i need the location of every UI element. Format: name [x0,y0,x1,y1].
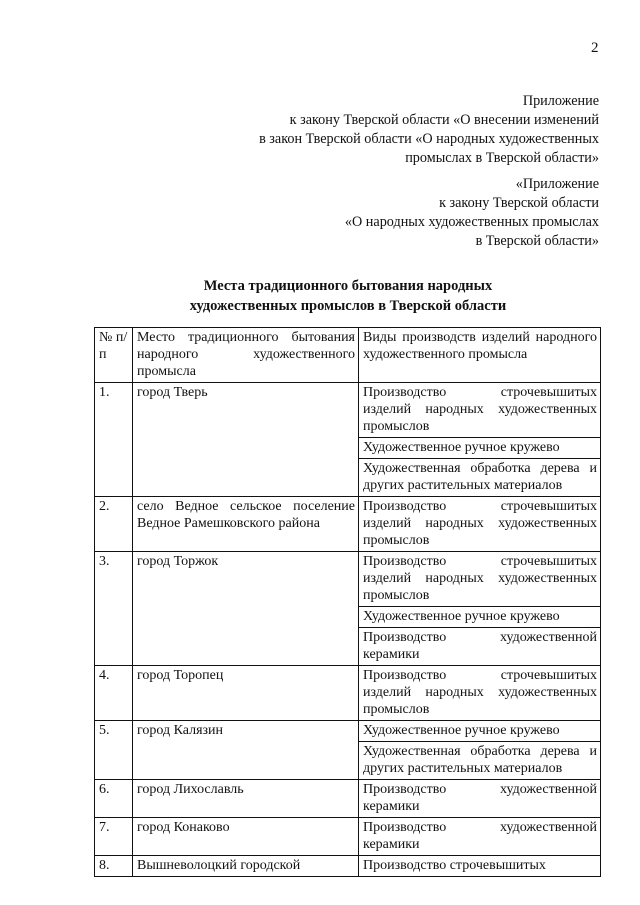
kind-item: Художественное ручное кружево [359,606,600,627]
row-number: 5. [95,721,133,780]
row-place: город Тверь [133,383,359,497]
row-kinds [359,818,601,856]
kind-item: Художественное ручное кружево [363,723,560,738]
table-row [95,552,601,666]
row-kinds [359,552,601,666]
kind-item: Производство строчевышитых изделий народных художественных промыслов [363,668,597,717]
kind-item: Художественная обработка дерева и других растительных материалов [359,458,600,496]
row-kinds [359,497,601,552]
row-number: 2. [95,497,133,552]
inner-appendix-heading [345,175,599,251]
row-place: город Торжок [133,552,359,666]
appendix-line: к закону Тверской области [439,195,599,211]
row-place: город Лихославль [133,780,359,818]
header-kind: Виды производств изделий народного художественного промысла [359,328,601,383]
kind-item: Производство художественной керамики [363,820,597,852]
appendix-line: «Приложение [515,176,599,192]
appendix-line: в закон Тверской области «О народных художественных [259,131,599,147]
row-kinds [359,780,601,818]
appendix-line: Приложение [522,93,599,109]
appendix-line: промыслах в Тверской области» [405,150,599,166]
appendix-line: к закону Тверской области «О внесении изменений [289,112,599,128]
appendix-line: в Тверской области» [475,233,599,249]
kind-item: Производство строчевышитых [363,858,546,873]
title-line: художественных промыслов в Тверской области [189,298,507,314]
row-kinds [359,666,601,721]
page-number: 2 [591,40,599,56]
row-place: Вышневолоцкий городской [133,856,359,877]
row-number: 4. [95,666,133,721]
kind-item: Художественная обработка дерева и других растительных материалов [359,741,600,779]
row-place: село Ведное сельское поселение Ведное Рамешковского района [133,497,359,552]
row-number: 1. [95,383,133,497]
row-number: 6. [95,780,133,818]
table-row [95,780,601,818]
row-place: город Конаково [133,818,359,856]
table-row [95,383,601,497]
appendix-line: «О народных художественных промыслах [344,214,599,230]
row-number: 8. [95,856,133,877]
table-row [95,856,601,877]
row-kinds [359,383,601,497]
title-line: Места традиционного бытования народных [203,278,493,294]
row-kinds [359,856,601,877]
table-header-row [95,328,601,383]
table-row [95,666,601,721]
kind-item: Производство строчевышитых изделий народных художественных промыслов [363,499,597,548]
row-number: 3. [95,552,133,666]
table-row [95,818,601,856]
header-place: Место традиционного бытования народного художественного промысла [133,328,359,383]
header-num: № п/п [95,328,133,383]
kind-item: Художественное ручное кружево [359,437,600,458]
kind-item: Производство строчевышитых изделий народных художественных промыслов [363,385,597,434]
row-place: город Торопец [133,666,359,721]
kind-item: Производство художественной керамики [363,782,597,814]
row-place: город Калязин [133,721,359,780]
places-table [94,327,601,877]
kind-item: Производство строчевышитых изделий народных художественных промыслов [363,554,597,603]
table-row [95,721,601,780]
kind-item: Производство художественной керамики [359,627,600,665]
appendix-heading [259,92,599,168]
table-row [95,497,601,552]
document-title [96,276,600,316]
row-kinds [359,721,601,780]
row-number: 7. [95,818,133,856]
